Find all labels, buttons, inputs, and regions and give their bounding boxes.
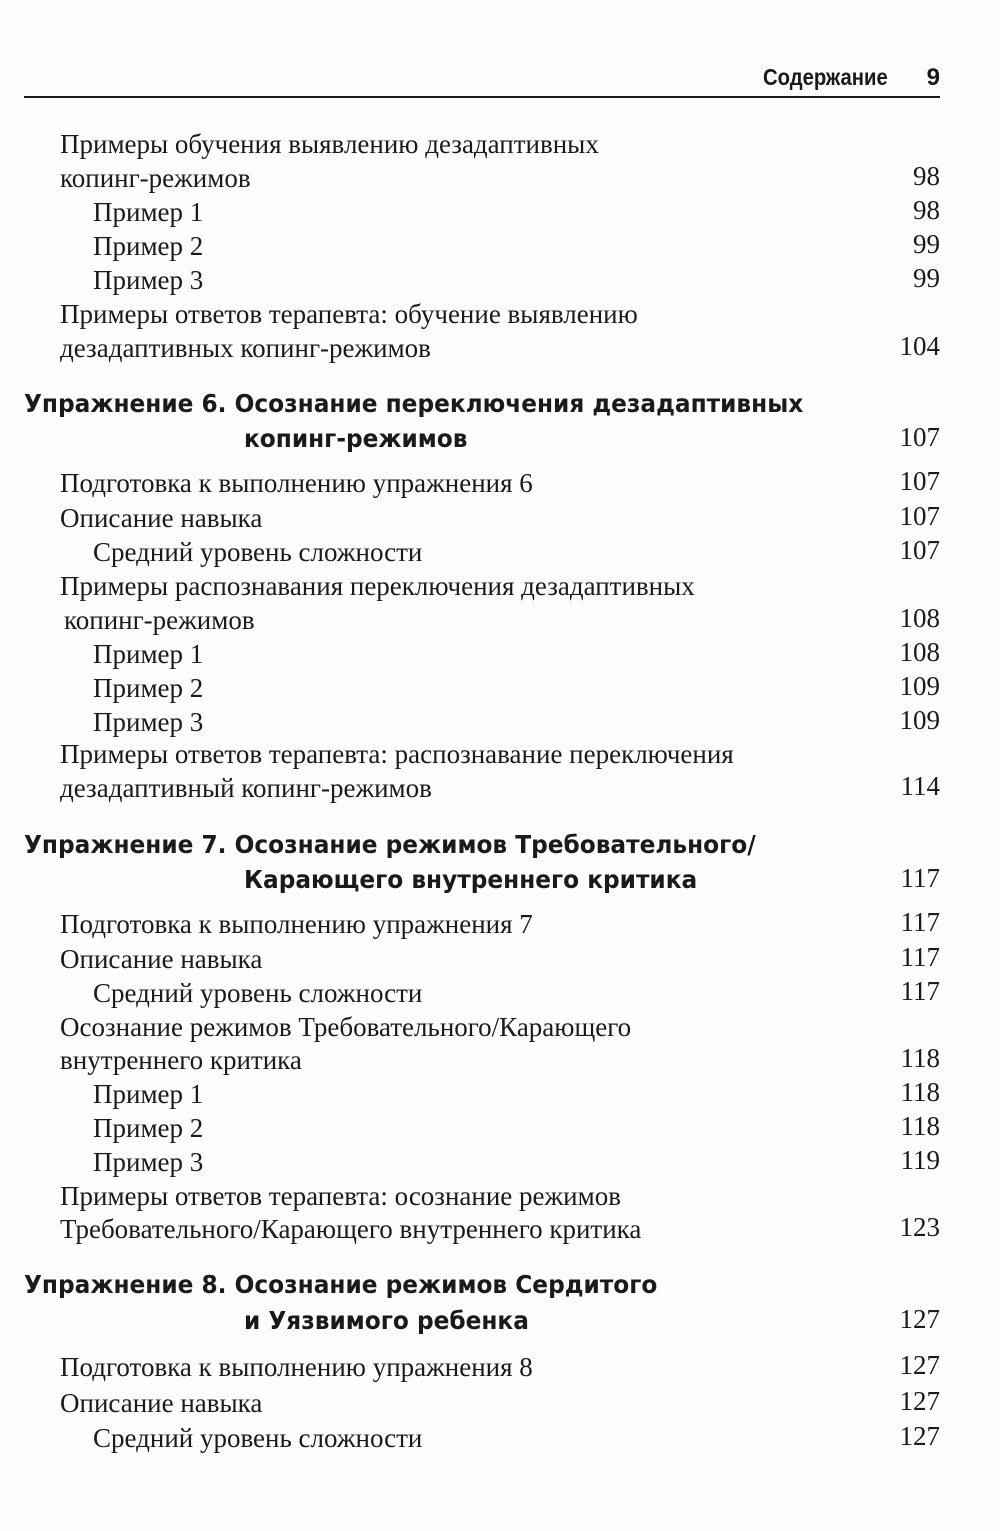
toc-entry-text: Описание навыка — [60, 503, 263, 533]
toc-entry-text: Примеры ответов терапевта: осознание режимов — [60, 1181, 621, 1211]
toc-entry-page: 98 — [913, 195, 940, 225]
toc-entry-page: 99 — [913, 263, 940, 293]
toc-entry-page: 108 — [899, 637, 940, 667]
toc-entry-text: Пример 1 — [93, 1079, 204, 1109]
toc-entry-page: 117 — [900, 907, 940, 937]
toc-entry-page: 107 — [899, 466, 940, 496]
toc-entry-text: Примеры ответов терапевта: распознавание переключения — [60, 739, 734, 769]
running-header-title: Содержание — [763, 64, 888, 90]
toc-entry-text: Пример 3 — [93, 265, 204, 295]
toc-entry-text: внутреннего критика — [60, 1045, 302, 1075]
toc-entry-page: 118 — [900, 1111, 940, 1141]
toc-entry-page: 127 — [899, 1421, 940, 1451]
toc-entry-text: копинг-режимов — [64, 605, 255, 635]
toc-entry-page: 127 — [899, 1386, 940, 1416]
toc-entry-text: Пример 3 — [93, 707, 204, 737]
toc-chapter-title: копинг-режимов — [244, 424, 468, 453]
toc-entry-text: дезадаптивный копинг-режимов — [60, 773, 432, 803]
toc-entry-page: 108 — [899, 603, 940, 633]
toc-entry-page: 117 — [900, 976, 940, 1006]
toc-entry-page: 107 — [899, 422, 940, 452]
toc-chapter-title: Упражнение 7. Осознание режимов Требовательного/ — [24, 830, 756, 859]
toc-entry-text: Описание навыка — [60, 944, 263, 974]
toc-chapter-title: Упражнение 6. Осознание переключения дезадаптивных — [24, 389, 804, 418]
toc-entry-text: Средний уровень сложности — [93, 978, 423, 1008]
toc-entry-text: Описание навыка — [60, 1388, 263, 1418]
toc-entry-text: Подготовка к выполнению упражнения 6 — [60, 468, 533, 498]
toc-entry-text: Осознание режимов Требовательного/Карающего — [60, 1012, 632, 1042]
toc-entry-page: 109 — [899, 705, 940, 735]
toc-entry-page: 107 — [899, 535, 940, 565]
running-header — [24, 62, 940, 98]
toc-entry-text: копинг-режимов — [60, 163, 251, 193]
toc-entry-page: 107 — [899, 501, 940, 531]
toc-entry-page: 127 — [899, 1304, 940, 1334]
toc-entry-page: 109 — [899, 671, 940, 701]
toc-entry-text: Подготовка к выполнению упражнения 8 — [60, 1352, 533, 1382]
toc-entry-text: Пример 2 — [93, 1113, 204, 1143]
toc-entry-page: 117 — [900, 863, 940, 893]
toc-entry-text: Пример 3 — [93, 1147, 204, 1177]
toc-entry-text: Пример 1 — [93, 639, 204, 669]
toc-entry-text: Примеры обучения выявлению дезадаптивных — [60, 129, 599, 159]
toc-entry-text: Пример 1 — [93, 197, 204, 227]
toc-entry-text: Пример 2 — [93, 231, 204, 261]
toc-entry-text: Средний уровень сложности — [93, 1423, 423, 1453]
toc-chapter-title: Карающего внутреннего критика — [244, 865, 698, 894]
toc-entry-page: 119 — [900, 1145, 940, 1175]
toc-entry-text: Примеры распознавания переключения дезадаптивных — [60, 571, 695, 601]
toc-entry-text: Подготовка к выполнению упражнения 7 — [60, 909, 533, 939]
toc-chapter-title: и Уязвимого ребенка — [244, 1306, 529, 1335]
toc-entry-text: Пример 2 — [93, 673, 204, 703]
toc-entry-page: 127 — [899, 1350, 940, 1380]
toc-entry-page: 118 — [900, 1043, 940, 1073]
toc-entry-page: 123 — [899, 1212, 940, 1242]
toc-entry-text: Примеры ответов терапевта: обучение выявлению — [60, 299, 638, 329]
toc-entry-text: Средний уровень сложности — [93, 537, 423, 567]
page-number: 9 — [926, 64, 940, 91]
toc-entry-text: Требовательного/Карающего внутреннего критика — [60, 1214, 642, 1244]
toc-entry-page: 118 — [900, 1077, 940, 1107]
toc-entry-page: 117 — [900, 942, 940, 972]
toc-entry-page: 104 — [899, 331, 940, 361]
toc-entry-text: дезадаптивных копинг-режимов — [60, 333, 431, 363]
toc-entry-page: 99 — [913, 229, 940, 259]
toc-entry-page: 114 — [900, 771, 940, 801]
toc-chapter-title: Упражнение 8. Осознание режимов Сердитого — [24, 1270, 658, 1299]
toc-entry-page: 98 — [913, 161, 940, 191]
